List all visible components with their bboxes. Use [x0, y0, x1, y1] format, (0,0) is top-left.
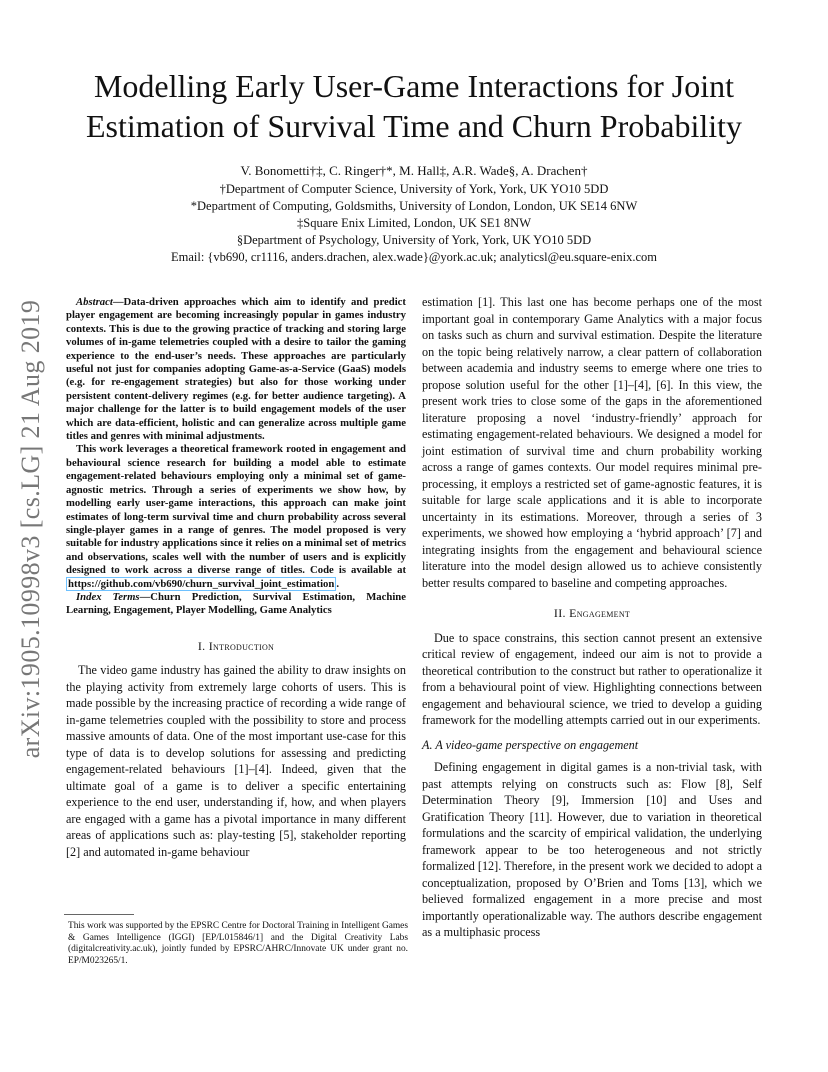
- abstract-label: Abstract: [76, 296, 113, 308]
- intro-continued-paragraph: estimation [1]. This last one has become perhaps one of the most important goal in contemporary Game Analytics with a major focus on tasks such as churn and survival estimation. Despite the literature on the topic being relatively narrow, a clear pattern of collaboration between academia and industry seems to emerge where one tries to propose solution useful for the other [1]–[4], [6]. In this view, the present work tries to close some of the gaps in the aforementioned literature proposing a novel ‘industry-friendly’ approach for estimating engagement-related behaviours. We designed a model for joint estimation of survival time and churn probability working across a range of games contexts. Our model requires minimal pre-processing, it employs a restricted set of game-agnostic features, it is suitable for large scale applications and it is able to incorporate uncertainty in its estimations. Moreover, through a series of 3 experiments, we showed how employing a ‘hybrid approach’ [7] and integrating insights from the engagement and behavioural science literature into the model design allowed us to achieve consistently better results compared to baseline and competing approaches.: [422, 295, 762, 590]
- paper-title: [0, 66, 828, 146]
- arxiv-identifier: arXiv:1905.10998v3 [cs.LG] 21 Aug 2019: [16, 299, 45, 759]
- arxiv-sidebar-stamp: [14, 294, 48, 764]
- abstract: [66, 296, 406, 618]
- affiliation-york-psych: §Department of Psychology, University of York, York, UK YO10 5DD: [236, 233, 592, 247]
- index-terms-label: Index Terms: [76, 590, 140, 603]
- abstract-text-2: This work leverages a theoretical framework rooted in engagement and behavioural science research for building a model able to estimate engagement-related behaviours employing only a minimal set of game-agnostic metrics. Through a series of experiments we show how, by modelling early user-game interactions, this approach can make joint estimates of long-term survival time and churn probability across several single-player games in a range of genres. The model proposed is very suitable for industry applications since it relies on a minimal set of metrics and observations, scales well with the number of users and is explicitly designed to work across a diverse range of titles. Code is available at: [66, 443, 406, 577]
- right-column: [422, 294, 762, 941]
- affiliation-york-cs: †Department of Computer Science, University of York, York, UK YO10 5DD: [219, 182, 609, 196]
- affiliation-goldsmiths: *Department of Computing, Goldsmiths, University of London, London, UK SE14 6NW: [190, 199, 638, 213]
- introduction-paragraph: The video game industry has gained the ability to draw insights on the playing activity from extremely large cohorts of users. This is made possible by the increasing practice of recording a wide range of in-game telemetries coupled with the possibility to store and process massive amounts of data. One of the most important use-case for this type of data is to develop solutions for assessing and predicting engagement-related behaviours [1]–[4]. Indeed, given that the ultimate goal of a game is to deliver a specific entertaining experience to the end user, understanding if, how, and when players are engaged with a game has a pivotal importance in many different areas of applications such as: play-testing [5], stakeholder reporting [2] and automated in-game behaviour: [66, 663, 406, 859]
- section-1-heading: I. Introduction: [197, 638, 275, 653]
- author-emails: Email: {vb690, cr1116, anders.drachen, alex.wade}@york.ac.uk; analyticsl@eu.square-enix.com: [170, 250, 657, 264]
- subsection-a-paragraph: Defining engagement in digital games is a non-trivial task, with past attempts relying on constructs such as: Flow [8], Self Determination Theory [9], Immersion [10] and Uses and Gratification Theory [11]. However, due to variation in theoretical formulations and the scarcity of empirical validation, the underlying framework appear to be too heterogeneous and not strictly formalized [12]. Therefore, in the present work we decided to adopt a conceptualization, proposed by O’Brien and Toms [13], which we believed formalized engagement in a more precise and most importantly operationalizable way. The authors describe engagement as a multiphasic process: [422, 760, 762, 939]
- abstract-paragraph-2: [66, 443, 406, 590]
- subsection-a-heading: A. A video-game perspective on engagement: [422, 737, 639, 752]
- index-terms: [66, 591, 406, 618]
- footnote-rule: [64, 914, 134, 915]
- section-2-heading: II. Engagement: [553, 606, 631, 620]
- abstract-paragraph-1: [66, 296, 406, 443]
- funding-footnote: This work was supported by the EPSRC Centre for Doctoral Training in Intelligent Games & Games Intelligence (IGGI) [EP/L015846/1] and the Digital Creativity Labs (digitalcreativity.ac.uk), jointly funded by EPSRC/AHRC/Innovate UK under grant no. EP/M023265/1.: [68, 921, 408, 966]
- left-column: [66, 296, 406, 860]
- title-line-1: Modelling Early User-Game Interactions for Joint: [93, 68, 735, 104]
- affiliation-square-enix: ‡Square Enix Limited, London, UK SE1 8NW: [297, 216, 531, 230]
- code-repository-link[interactable]: https://github.com/vb690/churn_survival_joint_estimation: [68, 577, 335, 590]
- index-terms-text: —Churn Prediction, Survival Estimation, Machine Learning, Engagement, Player Modelling, Game Analytics: [66, 590, 406, 617]
- engagement-paragraph: Due to space constrains, this section cannot present an extensive critical review of engagement, indeed our aim is not to provide a theoretical contribution to the construct but rather to operationalize it from a behavioural point of view. Highlighting connections between engagement and behavioural science, we tried to develop a guiding framework for the modelling attempts carried out in our experiments.: [422, 630, 762, 727]
- author-list: V. Bonometti†‡, C. Ringer†*, M. Hall‡, A.R. Wade§, A. Drachen†: [240, 163, 588, 178]
- abstract-text-1: —Data-driven approaches which aim to identify and predict player engagement are becoming increasingly popular in games industry contexts. This is due to the growing practice of tracking and storing large volumes of in-game telemetries coupled with a desire to tailor the gaming experience to the end-user’s needs. These approaches are particularly useful not just for companies adopting Game-as-a-Service (GaaS) models (e.g. for re-engagement strategies) but also for those working under persistent content-delivery regimes (e.g. for better audience targeting). A major challenge for the latter is to build engagement models of the user which are data-efficient, holistic and can generalize across multiple game titles and genres with minimal adjustments.: [66, 296, 406, 443]
- abstract-url-tail: .: [336, 577, 339, 590]
- title-line-2: Estimation of Survival Time and Churn Probability: [86, 108, 742, 144]
